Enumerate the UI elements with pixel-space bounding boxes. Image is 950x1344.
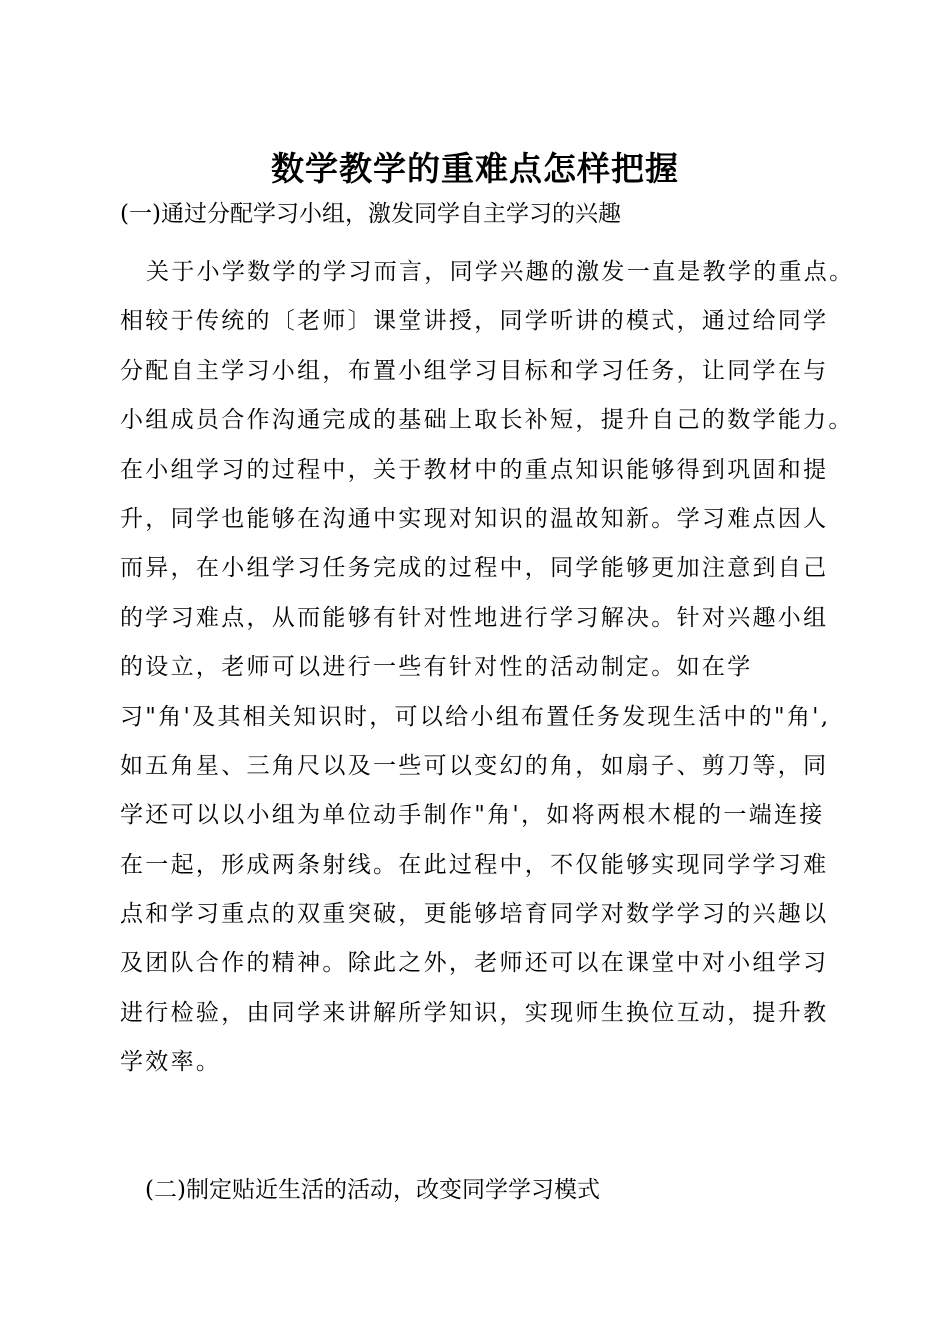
paragraph-line: 在一起，形成两条射线。在此过程中，不仅能够实现同学学习难 <box>120 851 829 878</box>
paragraph-line: 及团队合作的精神。除此之外，老师还可以在课堂中对小组学习 <box>120 950 829 977</box>
paragraph-line: 进行检验，由同学来讲解所学知识，实现师生换位互动，提升教 <box>120 999 829 1026</box>
paragraph-line: 小组成员合作沟通完成的基础上取长补短，提升自己的数学能力。 <box>120 407 854 434</box>
document-title: 数学教学的重难点怎样把握 <box>271 149 679 188</box>
paragraph-line: 习"角'及其相关知识时，可以给小组布置任务发现生活中的"角', <box>120 703 831 730</box>
paragraph-line: 升，同学也能够在沟通中实现对知识的温故知新。学习难点因人 <box>120 505 829 532</box>
paragraph-line: 在小组学习的过程中，关于教材中的重点知识能够得到巩固和提 <box>120 456 829 483</box>
paragraph-line: 学还可以以小组为单位动手制作"角'，如将两根木棍的一端连接 <box>120 802 825 829</box>
paragraph-line: 关于小学数学的学习而言，同学兴趣的激发一直是教学的重点。 <box>146 259 855 285</box>
paragraph-line: 如五角星、三角尺以及一些可以变幻的角，如扇子、剪刀等，同 <box>120 752 829 779</box>
paragraph-line: 的设立，老师可以进行一些有针对性的活动制定。如在学 <box>120 654 753 681</box>
section-heading-2: (二)制定贴近生活的活动，改变同学学习模式 <box>145 1177 600 1203</box>
paragraph-line: 学效率。 <box>120 1049 222 1076</box>
paragraph-1 <box>120 248 855 1088</box>
paragraph-line: 相较于传统的〔老师〕课堂讲授，同学听讲的模式，通过给同学 <box>120 308 829 335</box>
paragraph-line: 点和学习重点的双重突破，更能够培育同学对数学学习的兴趣以 <box>120 901 829 928</box>
paragraph-line: 的学习难点，从而能够有针对性地进行学习解决。针对兴趣小组 <box>120 604 829 631</box>
paragraph-line: 分配自主学习小组，布置小组学习目标和学习任务，让同学在与 <box>120 357 829 384</box>
paragraph-line: 而异，在小组学习任务完成的过程中，同学能够更加注意到自己 <box>120 555 829 582</box>
section-heading-1: (一)通过分配学习小组，激发同学自主学习的兴趣 <box>120 201 621 227</box>
